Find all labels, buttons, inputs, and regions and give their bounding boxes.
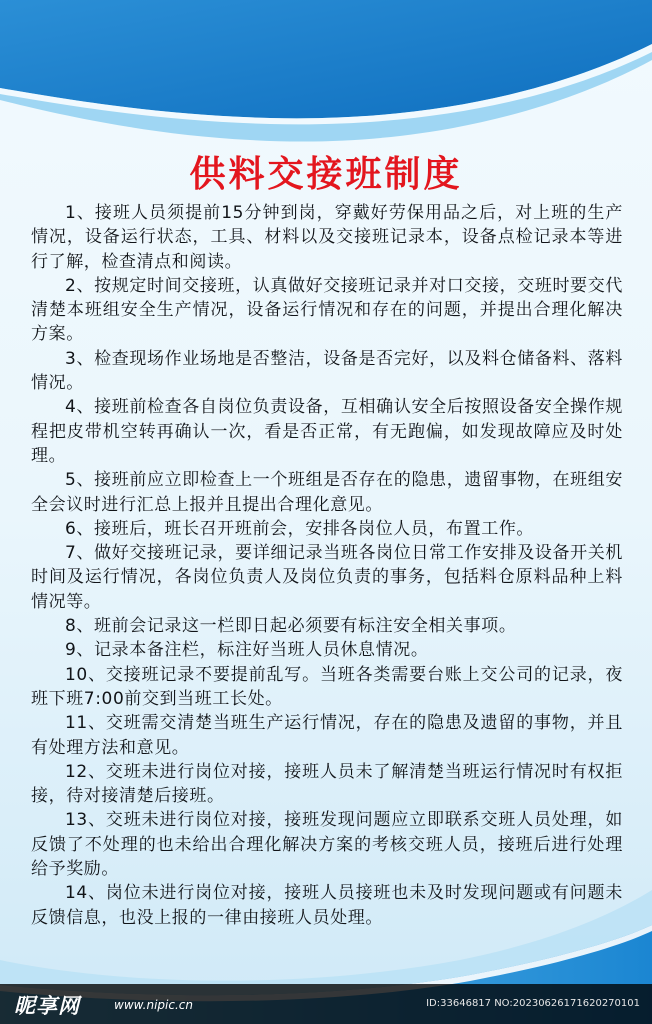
poster-title: 供料交接班制度 [189, 154, 463, 195]
rule-item: 6、接班后，班长召开班前会，安排各岗位人员，布置工作。 [65, 518, 535, 539]
rule-item: 7、做好交接班记录，要详细记录当班各岗位日常工作安排及设备开关机时间及运行情况，各岗位负责人及岗位负责的事务，包括料仓原料品种上料情况等。 [31, 543, 623, 612]
rule-item: 10、交接班记录不要提前乱写。当班各类需要台账上交公司的记录，夜班下班7:00前交到当班工长处。 [31, 664, 623, 709]
rule-item: 4、接班前检查各自岗位负责设备，互相确认安全后按照设备安全操作规程把皮带机空转再确认一次，看是否正常，有无跑偏，如发现故障应及时处理。 [31, 397, 623, 466]
watermark-logo: 昵享网 [14, 994, 80, 1018]
rule-item: 12、交班未进行岗位对接，接班人员未了解清楚当班运行情况时有权拒接，待对接清楚后接班。 [31, 761, 623, 807]
rule-item: 2、按规定时间交接班，认真做好交接班记录并对口交接，交班时要交代清楚本班组安全生产情况，设备运行情况和存在的问题，并提出合理化解决方案。 [31, 275, 623, 345]
rule-item: 1、接班人员须提前15分钟到岗，穿戴好劳保用品之后，对上班的生产情况，设备运行状态，工具、材料以及交接班记录本，设备点检记录本等进行了解，检查清点和阅读。 [31, 203, 623, 272]
rules-list [31, 201, 623, 930]
rule-item: 13、交班未进行岗位对接，接班发现问题应立即联系交班人员处理，如反馈了不处理的也未给出合理化解决方案的考核交班人员，接班后进行处理给予奖励。 [31, 810, 623, 880]
watermark-site: www.nipic.cn [114, 998, 193, 1012]
rule-item: 11、交班需交清楚当班生产运行情况，存在的隐患及遗留的事物，并且有处理方法和意见。 [31, 713, 623, 758]
rule-item: 8、班前会记录这一栏即日起必须要有标注安全相关事项。 [65, 616, 517, 637]
rule-item: 3、检查现场作业场地是否整洁，设备是否完好，以及料仓储备料、落料情况。 [31, 348, 623, 394]
rule-item: 5、接班前应立即检查上一个班组是否存在的隐患，遗留事物，在班组安全会议时进行汇总上报并且提出合理化意见。 [31, 470, 623, 515]
watermark-photo-id: ID:33646817 NO:20230626171620270101 [426, 998, 640, 1009]
rule-item: 9、记录本备注栏，标注好当班人员休息情况。 [65, 640, 429, 661]
rule-item: 14、岗位未进行岗位对接，接班人员接班也未及时发现问题或有问题未反馈信息，也没上报的一律由接班人员处理。 [31, 883, 623, 928]
